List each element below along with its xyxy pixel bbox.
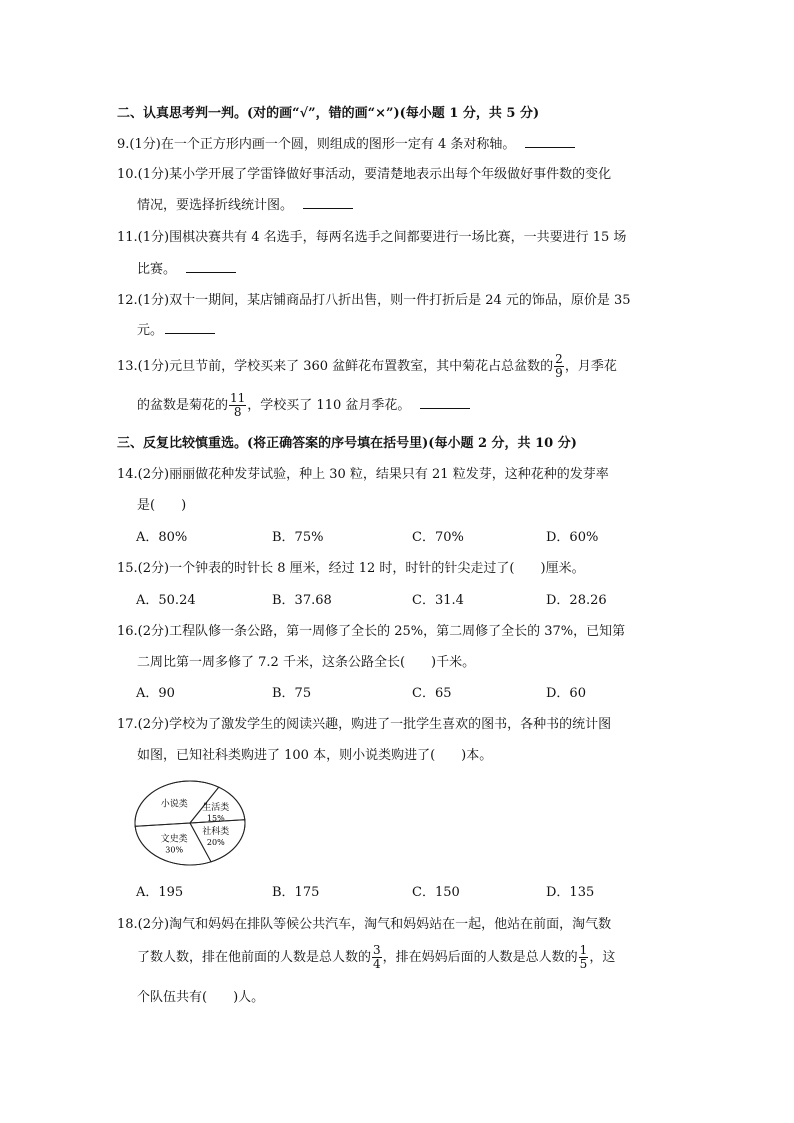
option-c[interactable]: C．65 [412, 686, 452, 701]
question-18-text-a: 了数人数，排在他前面的人数是总人数的 [137, 950, 372, 965]
pie-slice-label: 社科类 [202, 827, 230, 838]
fraction-denominator: 5 [579, 957, 588, 971]
question-10-line-2 [137, 198, 353, 214]
option-d[interactable]: D．28.26 [546, 593, 607, 608]
question-18-line-3: 个队伍共有( )人。 [137, 990, 265, 1005]
question-13-text-a: 13.(1分)元旦节前，学校买来了 360 盆鲜花布置教室，其中菊花占总盆数的 [117, 359, 554, 374]
question-9-text: 9.(1分)在一个正方形内画一个圆，则组成的图形一定有 4 条对称轴。 [117, 137, 516, 152]
question-12-line-2-text: 元。 [137, 323, 164, 338]
fraction-numerator: 2 [555, 352, 563, 366]
pie-slice-label: 文史类 [160, 834, 188, 845]
fraction-denominator: 8 [233, 405, 242, 419]
pie-slice-percent: 20% [206, 838, 225, 848]
question-18-text-b: ，排在妈妈后面的人数是总人数的 [382, 950, 578, 965]
answer-blank-9[interactable] [525, 137, 575, 148]
question-11-line-2-text: 比赛。 [137, 262, 177, 277]
question-18-text-c: ，这 [589, 950, 616, 965]
pie-slice-percent: 30% [165, 845, 184, 855]
option-a[interactable]: A．50.24 [136, 593, 196, 608]
pie-slice-label: 生活类 [202, 802, 230, 813]
question-12-line-2 [137, 323, 215, 339]
option-d[interactable]: D．60 [546, 686, 586, 701]
option-c[interactable]: C．31.4 [412, 593, 464, 608]
answer-blank-10[interactable] [303, 198, 353, 209]
fraction-numerator: 1 [579, 943, 588, 957]
question-11-line-1: 11.(1分)围棋决赛共有 4 名选手，每两名选手之间都要进行一场比赛，一共要进行 15 场 [117, 230, 627, 245]
question-13-text-b: ，月季花 [564, 359, 617, 374]
answer-blank-11[interactable] [186, 262, 236, 273]
answer-blank-13[interactable] [420, 398, 470, 409]
pie-slice-percent: 15% [206, 813, 225, 823]
question-15-options [136, 593, 696, 609]
option-c[interactable]: C．150 [412, 885, 460, 900]
question-16-options [136, 686, 696, 702]
question-17-options [136, 885, 696, 901]
answer-blank-12[interactable] [165, 323, 215, 334]
question-17-line-1: 17.(2分)学校为了激发学生的阅读兴趣，购进了一批学生喜欢的图书，各种书的统计图 [117, 717, 612, 732]
section-3-heading: 三、反复比较慎重选。(将正确答案的序号填在括号里)(每小题 2 分，共 10 分) [117, 436, 577, 451]
fraction-three-quarters [372, 944, 382, 971]
fraction-denominator: 9 [555, 366, 563, 380]
question-15-line-1: 15.(2分)一个钟表的时针长 8 厘米，经过 12 时，时针的针尖走过了( )厘米。 [117, 561, 585, 576]
question-13-line-2 [137, 391, 470, 421]
question-17-line-2: 如图，已知社科类购进了 100 本，则小说类购进了( )本。 [137, 748, 493, 763]
option-b[interactable]: B．75 [272, 686, 312, 701]
question-9 [117, 137, 575, 153]
section-2-heading: 二、认真思考判一判。(对的画“√”，错的画“×”)(每小题 1 分，共 5 分) [117, 106, 540, 121]
pie-slice-label: 小说类 [160, 799, 188, 810]
option-b[interactable]: B．37.68 [272, 593, 332, 608]
option-a[interactable]: A．90 [136, 686, 175, 701]
fraction-denominator: 4 [373, 957, 381, 971]
question-16-line-1: 16.(2分)工程队修一条公路，第一周修了全长的 25%，第二周修了全长的 37%，已知第 [117, 624, 626, 639]
option-b[interactable]: B．75% [272, 530, 324, 545]
question-10-line-1: 10.(1分)某小学开展了学雷锋做好事活动，要清楚地表示出每个年级做好事件数的变化 [117, 167, 612, 182]
option-d[interactable]: D．135 [546, 885, 595, 900]
option-a[interactable]: A．195 [136, 885, 184, 900]
question-13-text-c: 的盆数是菊花的 [137, 398, 229, 413]
fraction-eleven-eighths [229, 392, 246, 419]
question-18-line-1: 18.(2分)淘气和妈妈在排队等候公共汽车，淘气和妈妈站在一起，他站在前面，淘气数 [117, 917, 612, 932]
question-18-line-2 [137, 943, 615, 973]
question-14-line-1: 14.(2分)丽丽做花种发芽试验，种上 30 粒，结果只有 21 粒发芽，这种花种的发芽率 [117, 467, 609, 482]
option-d[interactable]: D．60% [546, 530, 599, 545]
question-13-text-d: ，学校买了 110 盆月季花。 [247, 398, 411, 413]
question-13-line-1 [117, 352, 617, 382]
question-14-options [136, 530, 696, 546]
question-12-line-1: 12.(1分)双十一期间，某店铺商品打八折出售，则一件打折后是 24 元的饰品，原价是 35 [117, 293, 631, 308]
fraction-numerator: 11 [230, 391, 246, 405]
question-16-line-2: 二周比第一周多修了 7.2 千米，这条公路全长( )千米。 [137, 655, 476, 670]
book-category-pie-chart [130, 778, 270, 878]
option-c[interactable]: C．70% [412, 530, 464, 545]
fraction-one-fifth [579, 944, 589, 971]
fraction-two-ninths [554, 353, 564, 380]
question-14-line-2: 是( ) [137, 498, 187, 513]
question-11-line-2 [137, 262, 236, 278]
fraction-numerator: 3 [373, 943, 381, 957]
option-b[interactable]: B．175 [272, 885, 320, 900]
option-a[interactable]: A．80% [136, 530, 188, 545]
question-10-line-2-text: 情况，要选择折线统计图。 [137, 198, 294, 213]
